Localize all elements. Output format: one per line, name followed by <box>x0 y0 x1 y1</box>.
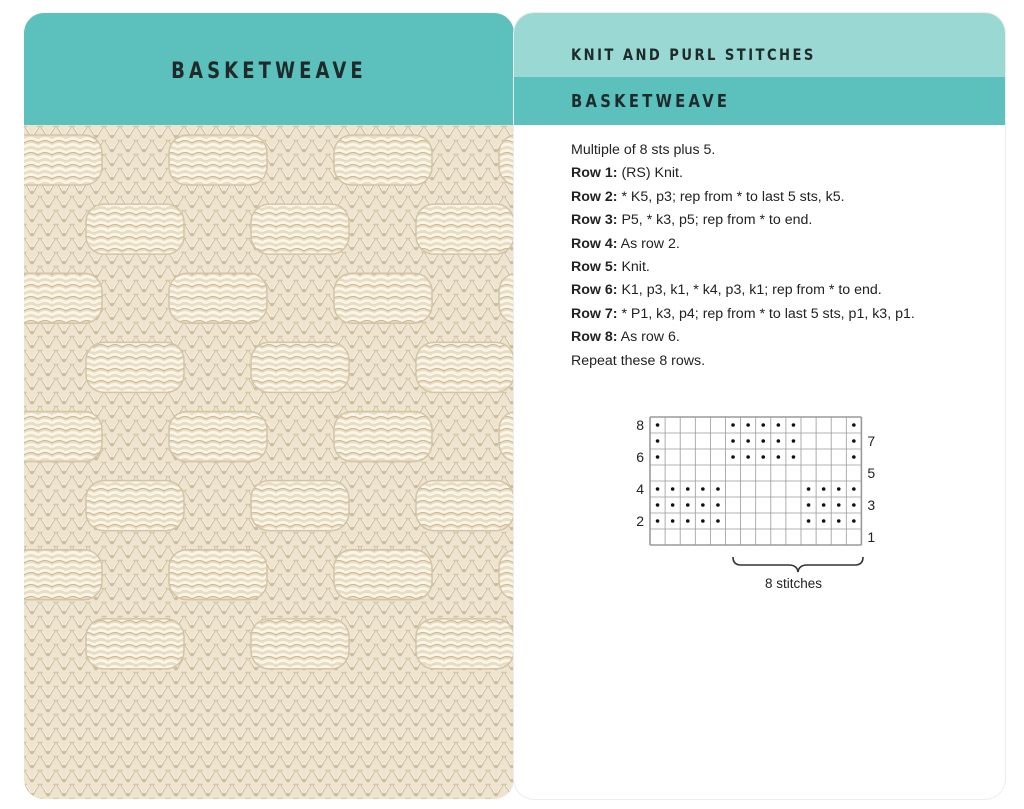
row-label: Row 7: <box>571 305 618 322</box>
purl-dot <box>777 439 781 443</box>
row-label: Row 2: <box>571 188 618 205</box>
purl-dot <box>746 423 750 427</box>
purl-dot <box>746 439 750 443</box>
purl-dot <box>822 503 826 507</box>
purl-dot <box>731 423 735 427</box>
purl-dot <box>837 519 841 523</box>
purl-dot <box>716 519 720 523</box>
purl-dot <box>701 503 705 507</box>
row-text: K1, p3, k1, * k4, p3, k1; rep from * to end. <box>617 282 882 299</box>
purl-dot <box>807 519 811 523</box>
category-title: KNIT AND PURL STITCHES <box>571 45 816 64</box>
chart-row-number: 5 <box>867 465 876 481</box>
purl-dot <box>852 455 856 459</box>
purl-dot <box>837 487 841 491</box>
row-text: As row 2. <box>617 235 680 252</box>
stitch-brace <box>733 557 863 572</box>
chart-row-number: 3 <box>867 497 876 513</box>
chart-row-number: 1 <box>867 529 876 545</box>
row-text: P5, * k3, p5; rep from * to end. <box>617 212 813 229</box>
purl-dot <box>837 503 841 507</box>
chart-row-number: 2 <box>636 513 644 529</box>
purl-dot <box>671 487 675 491</box>
purl-dot <box>656 487 660 491</box>
chart-row-number: 7 <box>867 433 876 449</box>
purl-dot <box>852 519 856 523</box>
purl-dot <box>746 455 750 459</box>
purl-dot <box>761 423 765 427</box>
purl-dot <box>686 503 690 507</box>
stitch-name-title: BASKETWEAVE <box>571 91 731 112</box>
row-label: Row 8: <box>571 329 618 346</box>
chart-grid <box>650 417 861 545</box>
repeat-line: Repeat these 8 rows. <box>571 352 706 369</box>
purl-dot <box>656 423 660 427</box>
row-label: Row 4: <box>571 235 618 252</box>
purl-dot <box>656 519 660 523</box>
row-label: Row 5: <box>571 259 618 276</box>
purl-dot <box>792 455 796 459</box>
purl-dot <box>792 439 796 443</box>
purl-dot <box>716 487 720 491</box>
row-text: Knit. <box>617 259 650 276</box>
purl-dot <box>701 519 705 523</box>
purl-dot <box>792 423 796 427</box>
swatch-title: BASKETWEAVE <box>171 59 367 84</box>
row-label: Row 3: <box>571 212 618 229</box>
row-text: (RS) Knit. <box>617 165 683 182</box>
purl-dot <box>777 423 781 427</box>
purl-dot <box>822 519 826 523</box>
purl-dot <box>656 503 660 507</box>
chart-row-number: 6 <box>636 449 644 465</box>
purl-dot <box>686 487 690 491</box>
row-label: Row 1: <box>571 165 618 182</box>
purl-dot <box>656 455 660 459</box>
purl-dot <box>777 455 781 459</box>
purl-dot <box>716 503 720 507</box>
purl-dot <box>671 519 675 523</box>
row-text: * K5, p3; rep from * to last 5 sts, k5. <box>617 188 845 205</box>
stitch-count-label: 8 stitches <box>765 576 823 591</box>
row-text: As row 6. <box>617 329 680 346</box>
purl-dot <box>656 439 660 443</box>
purl-dot <box>731 455 735 459</box>
purl-dot <box>671 503 675 507</box>
chart-row-number: 8 <box>636 417 644 433</box>
purl-dot <box>807 487 811 491</box>
purl-dot <box>686 519 690 523</box>
purl-dot <box>852 487 856 491</box>
purl-dot <box>852 423 856 427</box>
chart-row-number: 4 <box>636 481 644 497</box>
purl-dot <box>731 439 735 443</box>
purl-dot <box>852 439 856 443</box>
multiple-line: Multiple of 8 sts plus 5. <box>571 142 716 158</box>
row-text: * P1, k3, p4; rep from * to last 5 sts, p1, k3, p1. <box>617 305 915 322</box>
purl-dot <box>852 503 856 507</box>
purl-dot <box>807 503 811 507</box>
purl-dot <box>822 487 826 491</box>
purl-dot <box>761 439 765 443</box>
row-label: Row 6: <box>571 282 618 299</box>
purl-dot <box>701 487 705 491</box>
purl-dot <box>761 455 765 459</box>
